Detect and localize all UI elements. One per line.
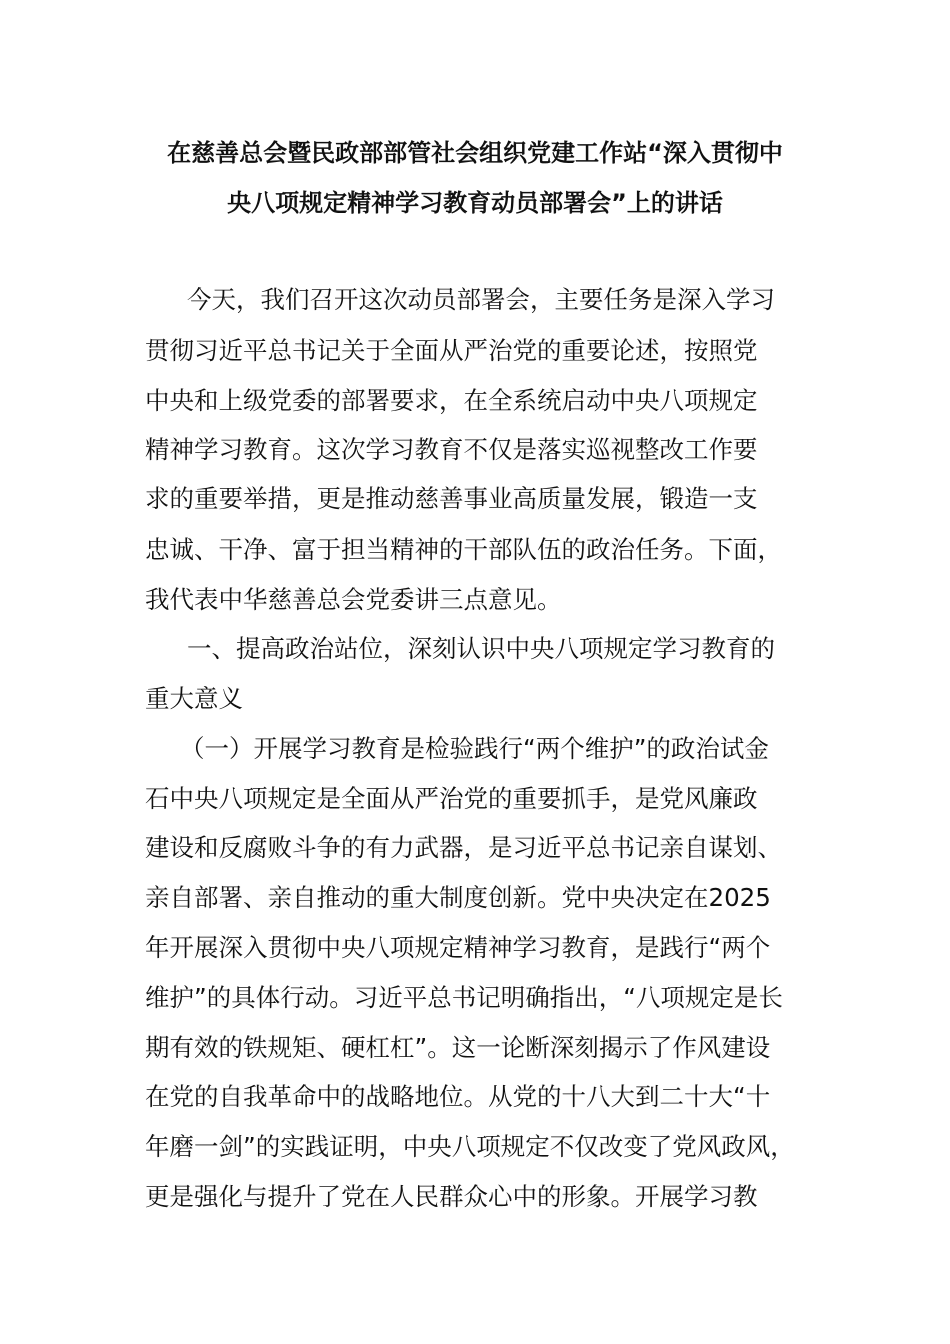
body-line: 求的重要举措，更是推动慈善事业高质量发展，锻造一支	[145, 484, 758, 513]
body-line: 维护”的具体行动。习近平总书记明确指出，“八项规定是长	[145, 983, 783, 1012]
body-line: 期有效的铁规矩、硬杠杠”。这一论断深刻揭示了作风建设	[145, 1033, 771, 1062]
title-line-2: 央八项规定精神学习教育动员部署会”上的讲话	[227, 189, 723, 217]
section-heading: 重大意义	[145, 684, 243, 713]
body-line: 建设和反腐败斗争的有力武器，是习近平总书记亲自谋划、	[145, 833, 782, 862]
body-line: 忠诚、干净、富于担当精神的干部队伍的政治任务。下面，	[145, 535, 782, 564]
body-line: 我代表中华慈善总会党委讲三点意见。	[145, 585, 562, 614]
body-line: 贯彻习近平总书记关于全面从严治党的重要论述，按照党	[145, 336, 758, 365]
body-line: 在党的自我革命中的战略地位。从党的十八大到二十大“十	[145, 1082, 771, 1111]
body-line: 年磨一剑”的实践证明，中央八项规定不仅改变了党风政风，	[145, 1132, 795, 1161]
body-line: 年开展深入贯彻中央八项规定精神学习教育，是践行“两个	[145, 933, 771, 962]
body-line: 更是强化与提升了党在人民群众心中的形象。开展学习教	[145, 1182, 758, 1211]
body-line: 亲自部署、亲自推动的重大制度创新。党中央决定在2025	[145, 883, 771, 912]
body-line: 今天，我们召开这次动员部署会，主要任务是深入学习	[187, 285, 775, 314]
section-heading: 一、提高政治站位，深刻认识中央八项规定学习教育的	[187, 634, 775, 663]
body-line: 精神学习教育。这次学习教育不仅是落实巡视整改工作要	[145, 435, 758, 464]
body-line: 石中央八项规定是全面从严治党的重要抓手，是党风廉政	[145, 784, 758, 813]
title-line-1: 在慈善总会暨民政部部管社会组织党建工作站“深入贯彻中	[167, 139, 783, 167]
body-line: 中央和上级党委的部署要求，在全系统启动中央八项规定	[145, 386, 758, 415]
subsection-heading: （一）开展学习教育是检验践行“两个维护”的政治试金	[180, 734, 769, 763]
